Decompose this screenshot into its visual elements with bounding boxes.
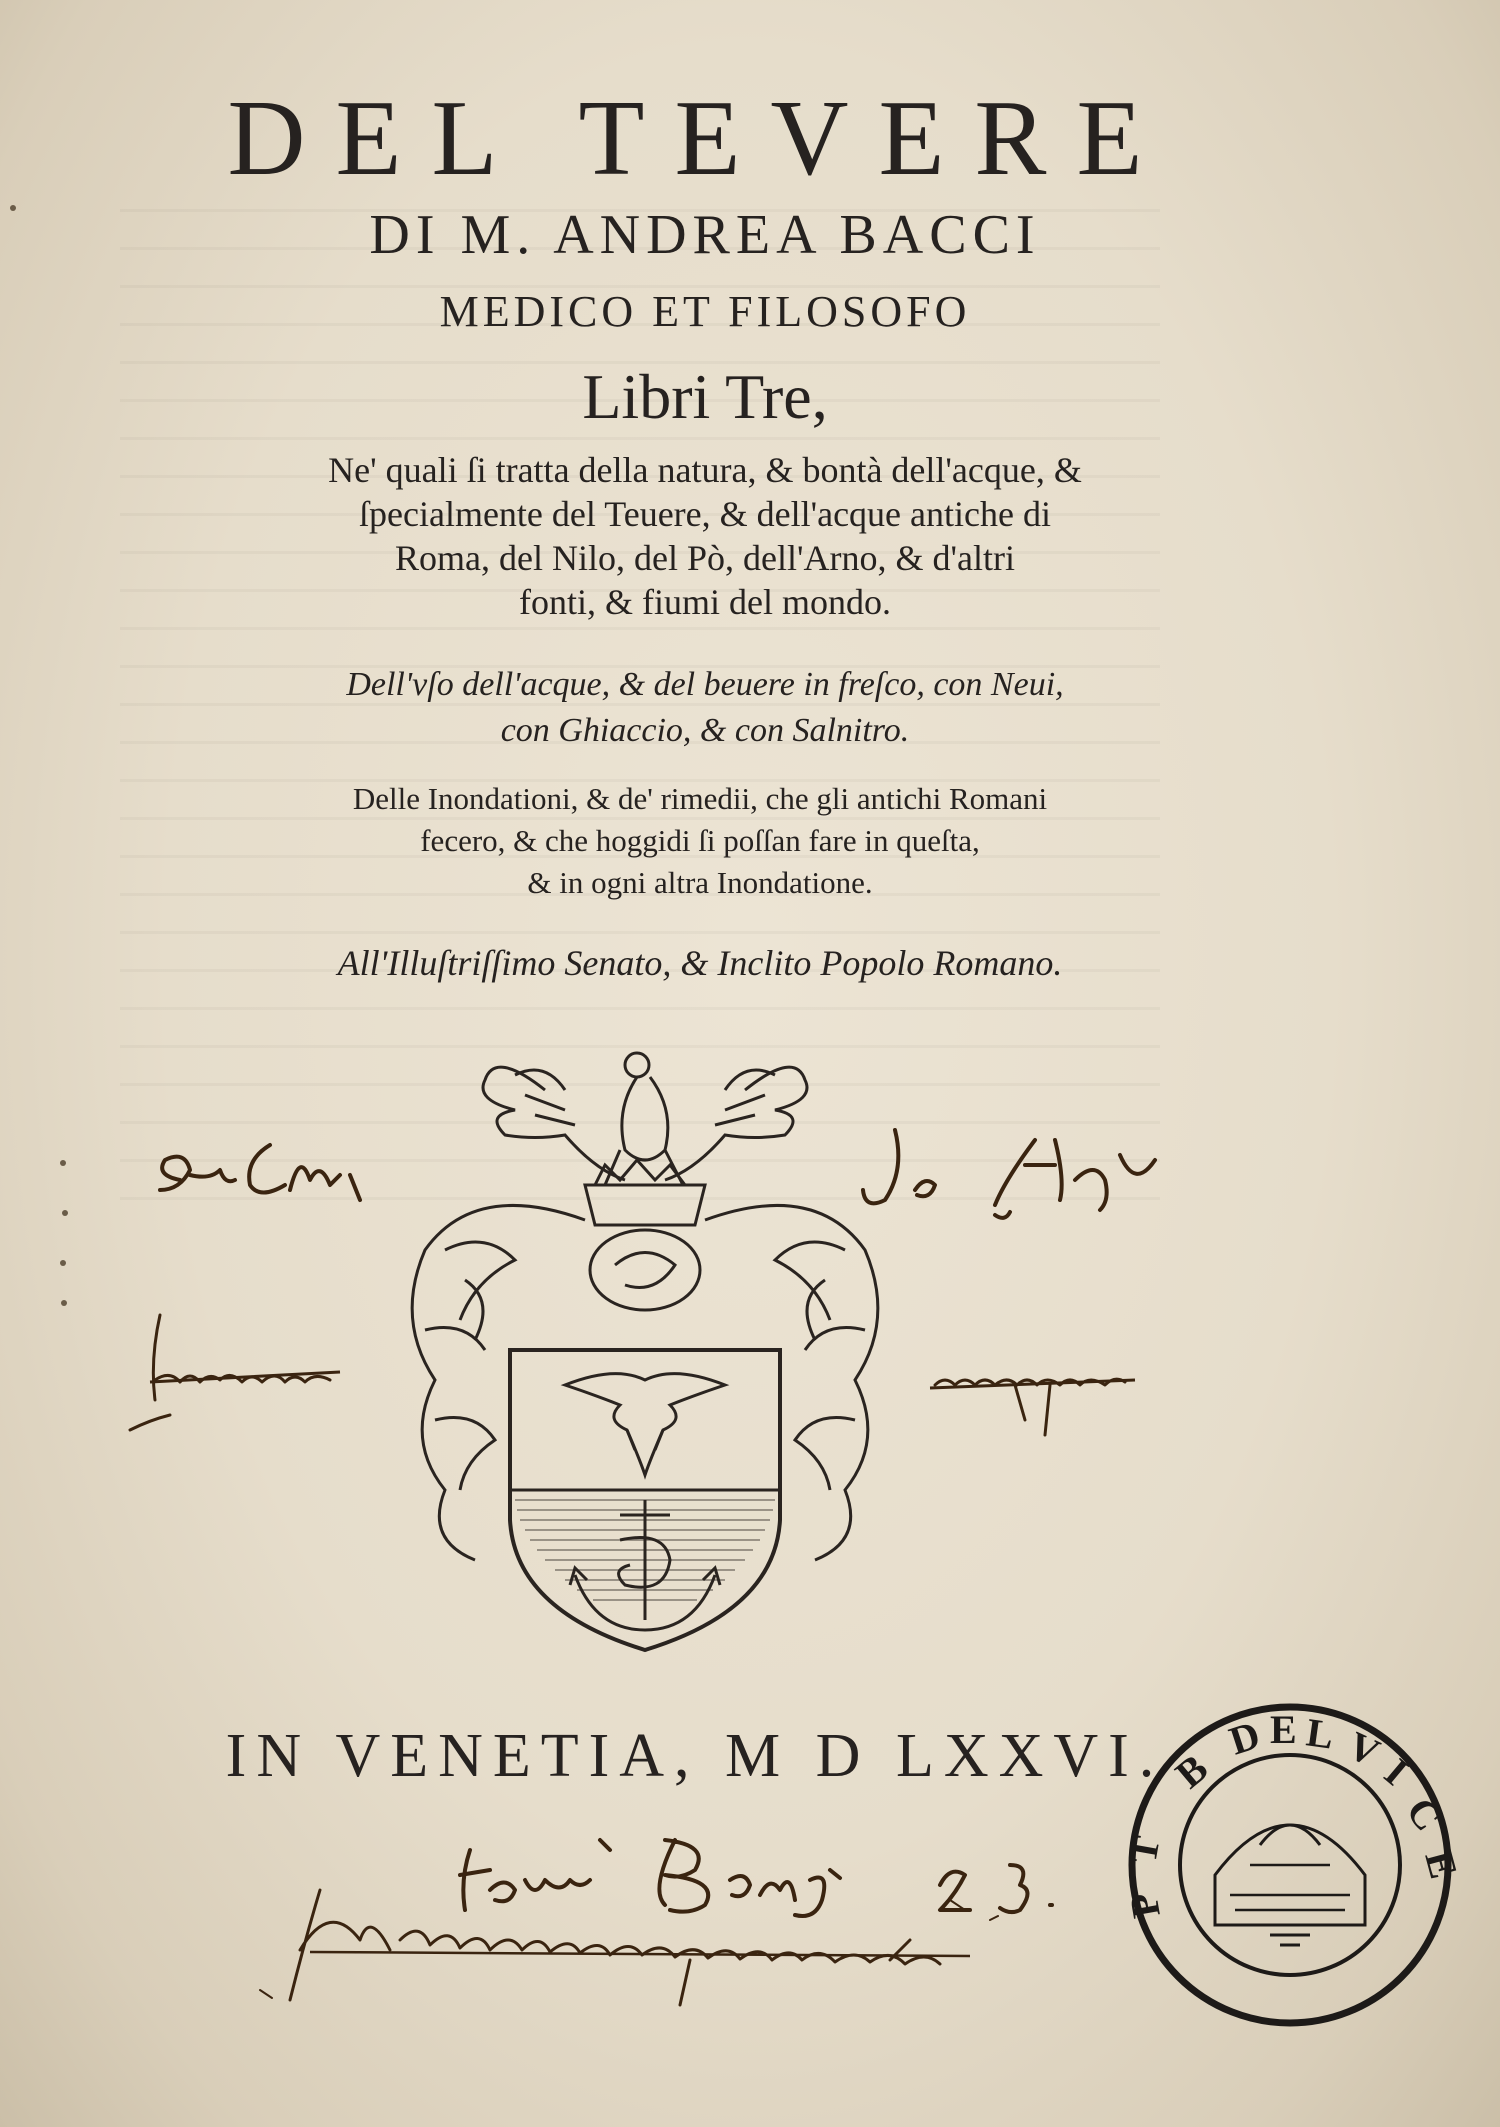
italic-line: Dell'vſo dell'acque, & del beuere in freſco, con Neui, xyxy=(346,666,1064,703)
binding-hole xyxy=(60,1260,66,1266)
svg-text:T: T xyxy=(1119,1832,1169,1867)
description-line: ſpecialmente del Teuere, & dell'acque antiche di xyxy=(359,494,1051,534)
book-title: DEL TEVERE xyxy=(227,79,1173,198)
coat-of-arms-woodcut xyxy=(365,1020,925,1700)
svg-text:B: B xyxy=(1166,1745,1217,1797)
svg-text:V: V xyxy=(1341,1722,1387,1776)
profession-line: MEDICO ET FILOSOFO xyxy=(439,287,971,336)
svg-text:P: P xyxy=(1120,1889,1169,1922)
dedication-line: All'Illuſtriſſimo Senato, & Inclito Popolo Romano. xyxy=(337,943,1063,983)
description-line: Roma, del Nilo, del Pò, dell'Arno, & d'altri xyxy=(395,538,1015,578)
library-stamp xyxy=(1119,1695,1467,2035)
description-line: fonti, & fiumi del mondo. xyxy=(519,582,891,622)
volumes-line: Libri Tre, xyxy=(582,361,828,432)
handwritten-owner-name xyxy=(855,1120,1175,1230)
binding-hole xyxy=(62,1210,68,1216)
inondationi-line: fecero, & che hoggidi ſi poſſan fare in queſta, xyxy=(420,823,980,858)
ink-speck xyxy=(10,205,16,211)
binding-hole xyxy=(61,1300,67,1306)
handwritten-left-struck xyxy=(120,1310,350,1440)
inondationi-line: & in ogni altra Inondatione. xyxy=(527,865,873,900)
author-line: DI M. ANDREA BACCI xyxy=(369,204,1041,266)
italic-line: con Ghiaccio, & con Salnitro. xyxy=(500,712,910,749)
svg-text:I: I xyxy=(1376,1749,1418,1794)
binding-hole xyxy=(60,1160,66,1166)
svg-text:D: D xyxy=(1223,1711,1266,1764)
description-line: Ne' quali ſi tratta della natura, & bontà dell'acque, & xyxy=(328,450,1082,490)
imprint-line: IN VENETIA, M D LXXVI. xyxy=(225,1722,1165,1790)
handwritten-ex-libris xyxy=(150,1130,380,1220)
svg-text:L: L xyxy=(1303,1709,1337,1758)
description-block xyxy=(0,448,1455,624)
handwritten-right-struck xyxy=(925,1330,1145,1450)
svg-text:C: C xyxy=(1397,1789,1452,1839)
italic-block xyxy=(0,662,1455,754)
handwritten-struck-line xyxy=(250,1880,1050,2020)
inondationi-line: Delle Inondationi, & de' rimedii, che gli antichi Romani xyxy=(352,781,1048,816)
inondationi-block xyxy=(0,778,1450,904)
svg-text:E: E xyxy=(1270,1707,1297,1752)
svg-text:E: E xyxy=(1416,1845,1467,1884)
